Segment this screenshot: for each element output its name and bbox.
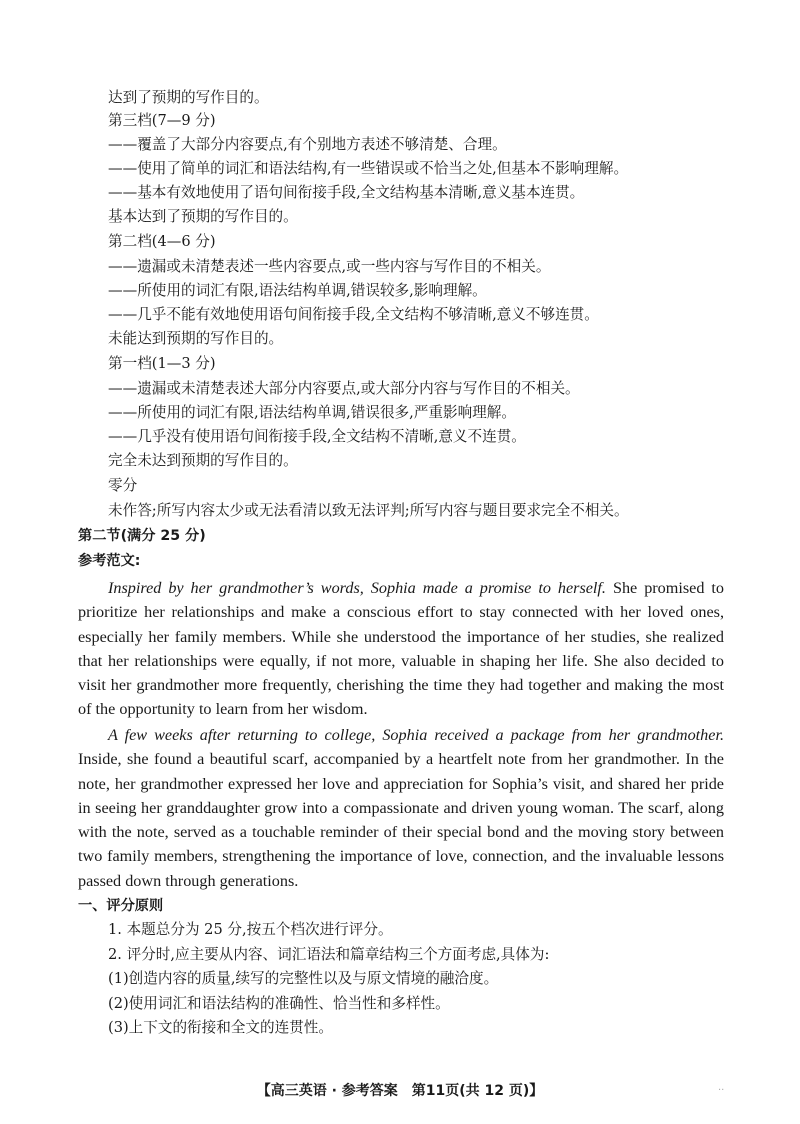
tier2-item: ——几乎不能有效地使用语句间衔接手段,全文结构不够清晰,意义不够连贯。 bbox=[108, 306, 599, 323]
sample-paragraph-2 bbox=[78, 723, 724, 893]
tier0-title: 零分 bbox=[108, 477, 138, 494]
tier3-summary: 基本达到了预期的写作目的。 bbox=[108, 208, 298, 225]
principle-item: (3)上下文的衔接和全文的连贯性。 bbox=[108, 1019, 333, 1036]
sample-paragraph-1 bbox=[78, 576, 724, 722]
para1-body: She promised to prioritize her relationships and make a conscious effort to stay connected with her loved ones, especially her family members. While she understood the importance of her studies, she realized that her relationships were equally, if not more, valuable in shaping her life. She also decided to visit her grandmother more frequently, cherishing the time they had together and making the most of the opportunity to learn from her wisdom. bbox=[78, 579, 724, 719]
footer-text: 【高三英语 · 参考答案 第11页(共 12 页)】 bbox=[256, 1083, 544, 1099]
tier3-title: 第三档(7—9 分) bbox=[108, 112, 216, 129]
tier1-title: 第一档(1—3 分) bbox=[108, 355, 216, 372]
tier3-item: ——使用了简单的词汇和语法结构,有一些错误或不恰当之处,但基本不影响理解。 bbox=[108, 160, 629, 177]
para2-body: Inside, she found a beautiful scarf, accompanied by a heartfelt note from her grandmother. In the note, her grandmother expressed her love and appreciation for Sophia’s visit, and shared her pride in seeing her granddaughter grow into a compassionate and driven young woman. The scarf, along with the note, served as a touchable reminder of their special bond and the moving story between two family members, strengthening the importance of love, connection, and the invaluable lessons passed down through generations. bbox=[78, 750, 724, 890]
principle-item: 1. 本题总分为 25 分,按五个档次进行评分。 bbox=[108, 921, 393, 938]
tier3-item: ——覆盖了大部分内容要点,有个别地方表述不够清楚、合理。 bbox=[108, 136, 507, 153]
page-footer bbox=[0, 1080, 800, 1100]
para1-lead: Inspired by her grandmother’s words, Sophia made a promise to herself. bbox=[108, 579, 606, 597]
principle-item: (2)使用词汇和语法结构的准确性、恰当性和多样性。 bbox=[108, 995, 450, 1012]
tier2-item: ——遗漏或未清楚表述一些内容要点,或一些内容与写作目的不相关。 bbox=[108, 258, 551, 275]
tier1-item: ——几乎没有使用语句间衔接手段,全文结构不清晰,意义不连贯。 bbox=[108, 428, 526, 445]
section2-title: 第二节(满分 25 分) bbox=[78, 528, 206, 544]
footer-mark: .. bbox=[718, 1082, 725, 1093]
tier1-summary: 完全未达到预期的写作目的。 bbox=[108, 452, 298, 469]
tier1-item: ——遗漏或未清楚表述大部分内容要点,或大部分内容与写作目的不相关。 bbox=[108, 380, 580, 397]
sample-label: 参考范文: bbox=[78, 553, 141, 569]
tier2-summary: 未能达到预期的写作目的。 bbox=[108, 330, 284, 347]
tier2-title: 第二档(4—6 分) bbox=[108, 233, 216, 250]
tier3-item: ——基本有效地使用了语句间衔接手段,全文结构基本清晰,意义基本连贯。 bbox=[108, 184, 585, 201]
tier1-item: ——所使用的词汇有限,语法结构单调,错误很多,严重影响理解。 bbox=[108, 404, 516, 421]
principle-item: 2. 评分时,应主要从内容、词汇语法和篇章结构三个方面考虑,具体为: bbox=[108, 946, 550, 963]
para2-lead: A few weeks after returning to college, Sophia received a package from her grandmother. bbox=[108, 726, 724, 744]
tier2-item: ——所使用的词汇有限,语法结构单调,错误较多,影响理解。 bbox=[108, 282, 487, 299]
principle-item: (1)创造内容的质量,续写的完整性以及与原文情境的融洽度。 bbox=[108, 970, 499, 987]
principles-title: 一、评分原则 bbox=[78, 898, 164, 914]
tier0-desc: 未作答;所写内容太少或无法看清以致无法评判;所写内容与题目要求完全不相关。 bbox=[108, 502, 629, 519]
intro-end-line: 达到了预期的写作目的。 bbox=[108, 89, 269, 106]
